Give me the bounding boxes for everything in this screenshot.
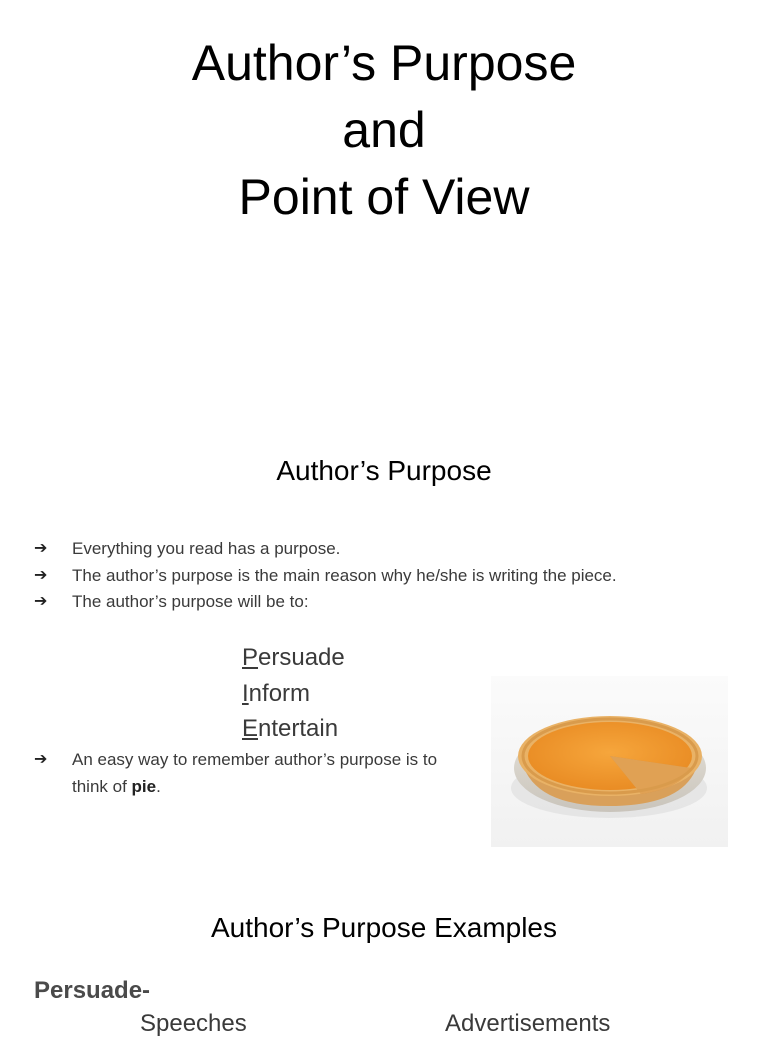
pie-icon xyxy=(491,676,728,847)
bullet-text: The author’s purpose is the main reason why he/she is writing the piece. xyxy=(72,565,617,585)
list-item xyxy=(34,563,617,590)
example-advertisements: Advertisements xyxy=(445,1010,611,1037)
mnemonic-after: . xyxy=(156,776,161,796)
mnemonic-before: An easy way to remember author’s purpose is to think of xyxy=(72,750,438,796)
list-item xyxy=(34,589,617,616)
arrow-bullet-icon: ➔ xyxy=(34,540,48,557)
title-line-3: Point of View xyxy=(238,169,530,225)
pie-rest: ersuade xyxy=(258,644,345,671)
pie-initial: P xyxy=(242,644,259,671)
mnemonic-text xyxy=(72,747,464,800)
pie-initial: I xyxy=(242,679,249,707)
section-heading-purpose: Author’s Purpose xyxy=(276,455,492,486)
pumpkin-pie-photo xyxy=(491,676,728,847)
arrow-bullet-icon: ➔ xyxy=(34,593,48,610)
persuade-label: Persuade- xyxy=(34,977,151,1004)
slide-title xyxy=(0,30,768,231)
pie-initial: E xyxy=(242,715,259,742)
example-speeches: Speeches xyxy=(140,1010,247,1037)
title-line-2: and xyxy=(342,102,426,158)
section-heading-examples: Author’s Purpose Examples xyxy=(210,912,558,943)
mnemonic-bold: pie xyxy=(131,776,157,796)
pie-item-inform xyxy=(242,676,345,712)
list-item xyxy=(34,536,617,563)
bullet-text: Everything you read has a purpose. xyxy=(72,539,341,558)
pie-rest: ntertain xyxy=(258,715,339,742)
pie-item-persuade xyxy=(242,640,345,676)
pie-rest: nform xyxy=(248,679,311,707)
pie-mnemonic-list xyxy=(242,640,345,747)
mnemonic-bullet xyxy=(34,747,464,800)
arrow-bullet-icon: ➔ xyxy=(34,566,48,584)
purpose-bullet-list xyxy=(34,536,617,616)
bullet-text: The author’s purpose will be to: xyxy=(72,592,309,611)
arrow-bullet-icon: ➔ xyxy=(34,751,48,768)
pie-item-entertain xyxy=(242,711,345,747)
title-line-1: Author’s Purpose xyxy=(191,35,577,91)
